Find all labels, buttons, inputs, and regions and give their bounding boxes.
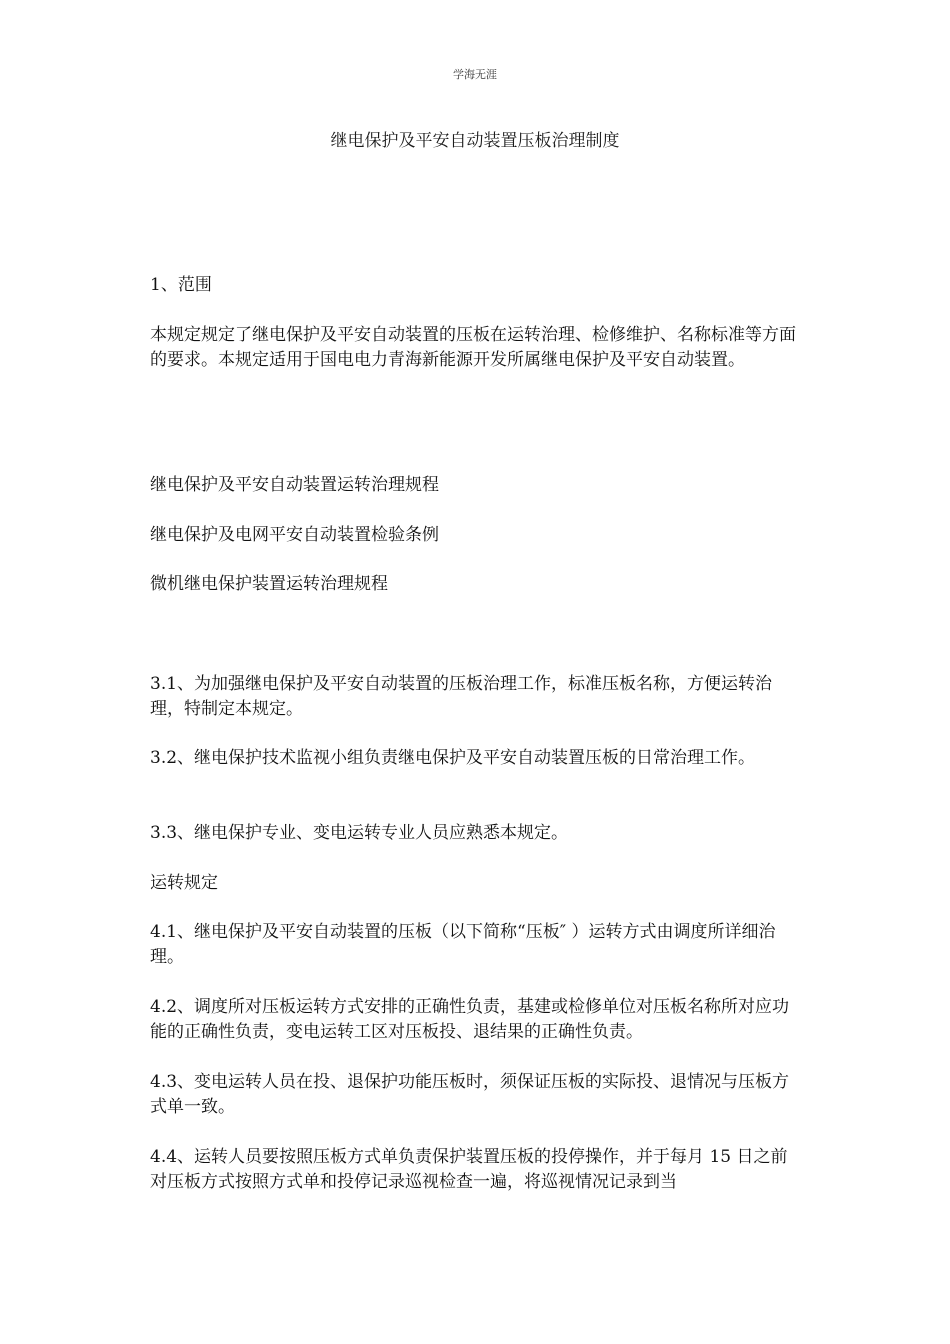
clause-4-2: 4.2、调度所对压板运转方式安排的正确性负责，基建或检修单位对压板名称所对应功能的正确性负责，变电运转工区对压板投、退结果的正确性负责。 [150,997,790,1042]
clause-4-1: 4.1、继电保护及平安自动装置的压板（以下简称“压板″ ）运转方式由调度所详细治理。 [150,922,776,967]
reference-item: 继电保护及电网平安自动装置检验条例 [150,525,439,545]
clause-4-3: 4.3、变电运转人员在投、退保护功能压板时，须保证压板的实际投、退情况与压板方式单一致。 [150,1072,790,1117]
reference-item: 微机继电保护装置运转治理规程 [150,574,388,594]
page-header: 学海无涯 [453,68,497,81]
reference-item: 继电保护及平安自动装置运转治理规程 [150,475,439,495]
section-heading-scope: 1、范围 [150,275,212,295]
clause-3-3: 3.3、继电保护专业、变电运转专业人员应熟悉本规定。 [150,823,569,843]
section-heading-operation: 运转规定 [150,873,218,893]
clause-4-4: 4.4、运转人员要按照压板方式单负责保护装置压板的投停操作，并于每月 15 日之前对压板方式按照方式单和投停记录巡视检查一遍，将巡视情况记录到当 [150,1147,788,1192]
clause-3-2: 3.2、继电保护技术监视小组负责继电保护及平安自动装置压板的日常治理工作。 [150,748,756,768]
document-title: 继电保护及平安自动装置压板治理制度 [330,131,620,151]
clause-3-1: 3.1、为加强继电保护及平安自动装置的压板治理工作，标准压板名称，方便运转治理，特制定本规定。 [150,674,773,719]
scope-paragraph: 本规定规定了继电保护及平安自动装置的压板在运转治理、检修维护、名称标准等方面的要求。本规定适用于国电电力青海新能源开发所属继电保护及平安自动装置。 [150,325,796,370]
